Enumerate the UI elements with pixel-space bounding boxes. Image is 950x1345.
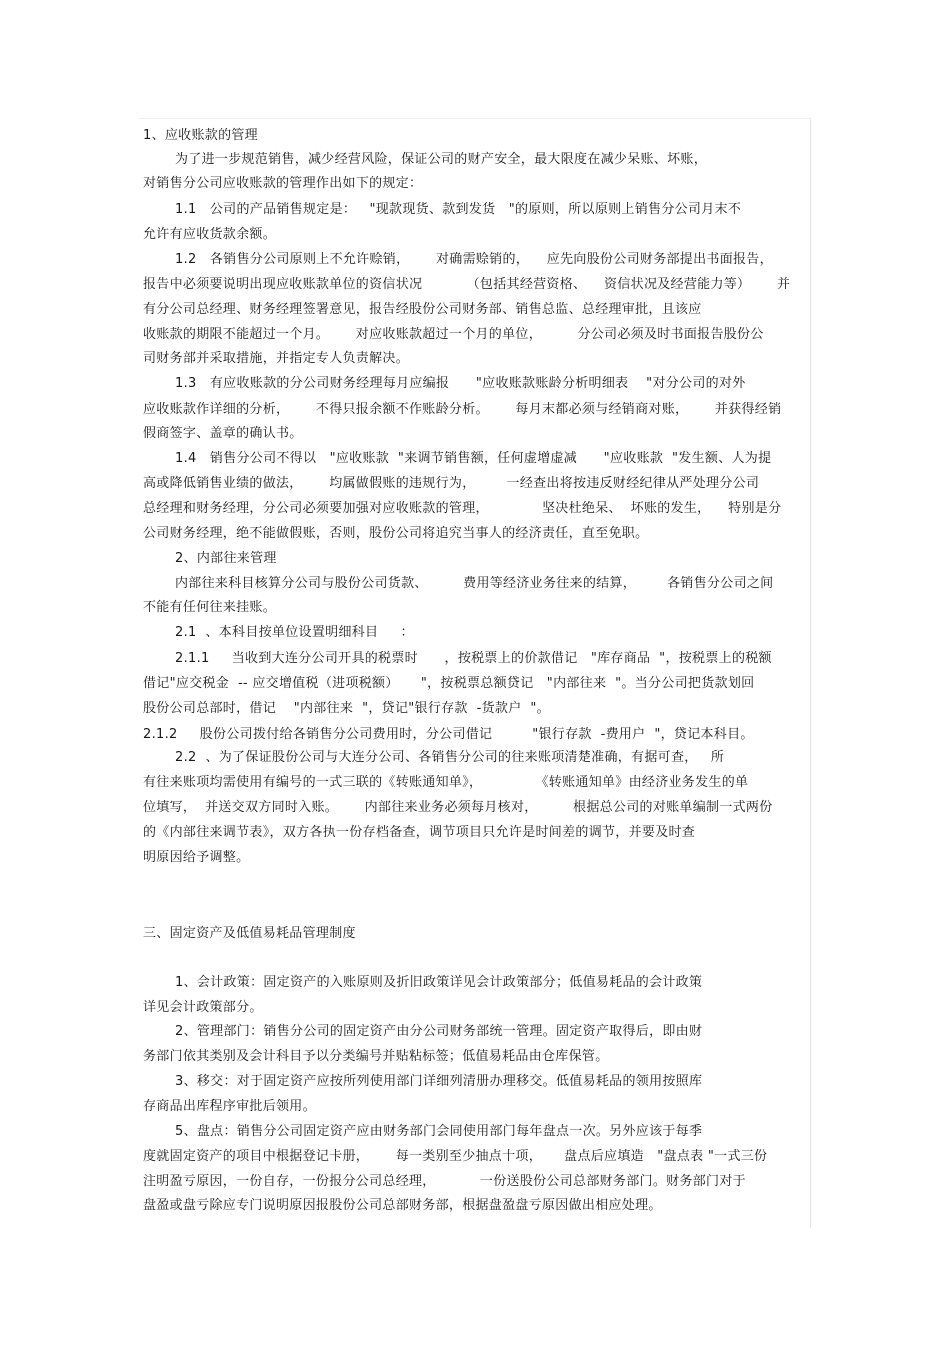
paragraph-line: 明原因给予调整。: [143, 850, 250, 865]
paragraph-line: 位填写， 并送交双方同时入账。 内部往来业务必须每月核对， 根据总公司的对账单编制一式两份: [143, 800, 773, 815]
page-right-edge: [810, 118, 811, 1228]
paragraph-line: 1.4 销售分公司不得以 "应收账款 "来调节销售额，任何虚增虚减 "应收账款 "发生额、人为提: [175, 451, 772, 466]
paragraph-line: 报告中必须要说明出现应收账款单位的资信状况 （包括其经营资格、 资信状况及经营能力等） 并: [143, 277, 791, 292]
paragraph-line: 2.1.2 股份公司拨付给各销售分公司费用时，分公司借记 "银行存款 -费用户 "，贷记本科目。: [143, 727, 754, 742]
paragraph-line: 为了进一步规范销售，减少经营风险，保证公司的财产安全，最大限度在减少呆账、坏账，: [175, 152, 708, 167]
paragraph-line: 的《内部往来调节表》，双方各执一份存档备查，调节项目只允许是时间差的调节，并要及时查: [143, 825, 696, 840]
section-heading: 1、应收账款的管理: [143, 128, 258, 143]
paragraph-line: 应收账款作详细的分析， 不得只报余额不作账龄分析。 每月末都必须与经销商对账， 并获得经销: [143, 402, 782, 417]
paragraph-line: 1.3 有应收账款的分公司财务经理每月应编报 "应收账款账龄分析明细表 "对分公司的对外: [175, 376, 746, 391]
paragraph-line: 详见会计政策部分。: [143, 1000, 263, 1015]
paragraph-line: 股份公司总部时，借记 "内部往来 "，贷记"银行存款 -货款户 "。: [143, 701, 550, 716]
paragraph-line: 3、移交：对于固定资产应按所列使用部门详细列清册办理移交。低值易耗品的领用按照库: [175, 1074, 703, 1089]
paragraph-line: 有分公司总经理、财务经理签署意见，报告经股份公司财务部、销售总监、总经理审批，且该应: [143, 302, 702, 317]
paragraph-line: 1、会计政策：固定资产的入账原则及折旧政策详见会计政策部分；低值易耗品的会计政策: [175, 975, 703, 990]
paragraph-line: 高或降低销售业绩的做法， 均属做假账的违规行为， 一经查出将按违反财经纪律从严处理分公司: [143, 476, 760, 491]
paragraph-line: 2.1 、本科目按单位设置明细科目 ：: [175, 625, 414, 640]
paragraph-line: 对销售分公司应收账款的管理作出如下的规定：: [143, 176, 423, 191]
paragraph-line: 总经理和财务经理，分公司必须要加强对应收账款的管理， 坚决杜绝呆、 坏账的发生， 特别是分: [143, 501, 782, 516]
paragraph-line: 1.1 公司的产品销售规定是： "现款现货、款到发货 "的原则，所以原则上销售分公司月末不: [175, 202, 742, 217]
paragraph-line: 注明盈亏原因，一份自存，一份报分公司总经理， 一份送股份公司总部财务部门。财务部门对于: [143, 1174, 746, 1189]
paragraph-line: 内部往来科目核算分公司与股份公司货款、 费用等经济业务往来的结算， 各销售分公司之间: [175, 576, 774, 591]
section-heading: 三、固定资产及低值易耗品管理制度: [143, 926, 356, 941]
paragraph-line: 2、管理部门：销售分公司的固定资产由分公司财务部统一管理。固定资产取得后，即由财: [175, 1024, 703, 1039]
paragraph-line: 盘盈或盘亏除应专门说明原因报股份公司总部财务部，根据盘盈盘亏原因做出相应处理。: [143, 1198, 662, 1213]
section-heading: 2、内部往来管理: [175, 551, 277, 566]
paragraph-line: 允许有应收货款余额。: [143, 227, 277, 242]
paragraph-line: 公司财务经理，绝不能做假账，否则，股份公司将追究当事人的经济责任，直至免职。: [143, 526, 649, 541]
paragraph-line: 2.2 、为了保证股份公司与大连分公司、各销售分公司的往来账项清楚准确，有据可查， 所: [175, 750, 725, 765]
paragraph-line: 借记"应交税金 -- 应交增值税（进项税额） "，按税票总额贷记 "内部往来 "。当分公司把货款划回: [143, 676, 755, 691]
page-top-edge: [138, 118, 811, 119]
paragraph-line: 假商签字、盖章的确认书。: [143, 426, 303, 441]
paragraph-line: 收账款的期限不能超过一个月。 对应收账款超过一个月的单位， 分公司必须及时书面报告股份公: [143, 327, 764, 342]
paragraph-line: 司财务部并采取措施，并指定专人负责解决。: [143, 351, 410, 366]
paragraph-line: 不能有任何往来挂账。: [143, 600, 277, 615]
paragraph-line: 存商品出库程序审批后领用。: [143, 1099, 316, 1114]
paragraph-line: 5、盘点：销售分公司固定资产应由财务部门会同使用部门每年盘点一次。另外应该于每季: [175, 1124, 703, 1139]
paragraph-line: 务部门依其类别及会计科目予以分类编号并贴粘标签；低值易耗品由仓库保管。: [143, 1049, 609, 1064]
paragraph-line: 2.1.1 当收到大连分公司开具的税票时 ，按税票上的价款借记 "库存商品 "，按税票上的税额: [175, 651, 772, 666]
paragraph-line: 1.2 各销售分公司原则上不允许赊销， 对确需赊销的， 应先向股份公司财务部提出书面报告，: [175, 252, 773, 267]
paragraph-line: 度就固定资产的项目中根据登记卡册， 每一类别至少抽点十项， 盘点后应填造 "盘点表 "一式三份: [143, 1149, 768, 1164]
paragraph-line: 有往来账项均需使用有编号的一式三联的《转账通知单》， 《转账通知单》由经济业务发生的单: [143, 775, 749, 790]
